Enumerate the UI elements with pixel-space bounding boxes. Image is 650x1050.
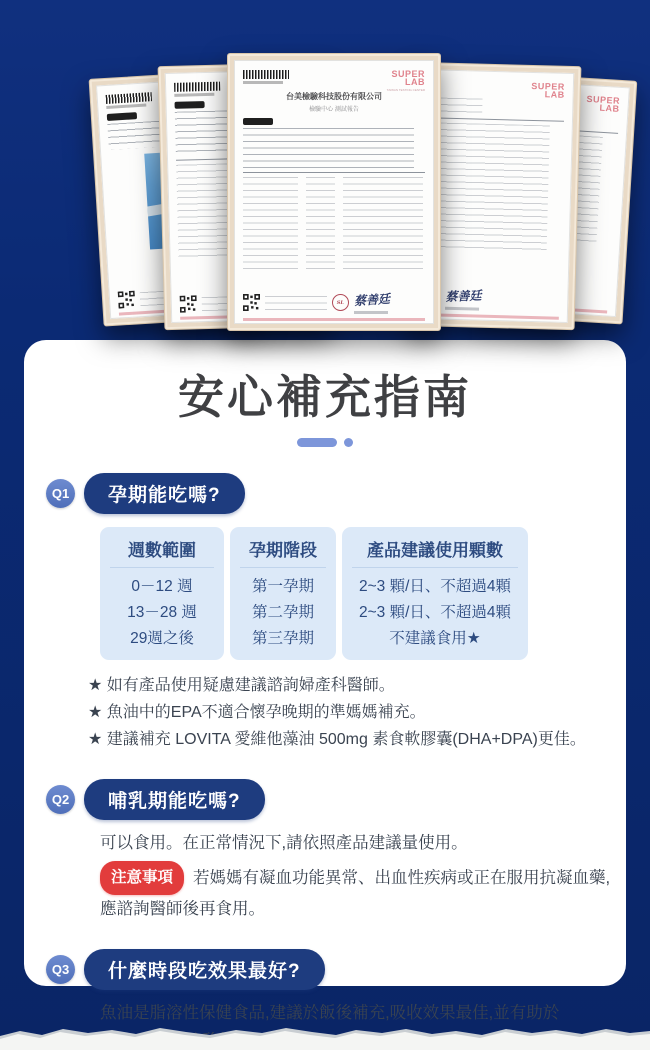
barcode-number xyxy=(243,81,283,84)
lab-seal-icon: SL xyxy=(332,294,349,311)
signature: 蔡善廷 xyxy=(445,288,482,305)
certificate-frame-center xyxy=(227,53,441,331)
signature: 蔡善廷 xyxy=(353,291,391,309)
q2-answer xyxy=(100,829,626,923)
table-cell: 第三孕期 xyxy=(251,629,314,647)
certificates-hero xyxy=(0,0,650,340)
certificate-footer-line xyxy=(243,318,425,321)
certificate-footer-line xyxy=(423,313,559,320)
note-line: ★ 建議補充 LOVITA 愛維他藻油 500mg 素食軟膠囊(DHA+DPA)更佳。 xyxy=(88,730,586,748)
torn-paper-edge xyxy=(0,1022,650,1050)
page-title: 安心補充指南 xyxy=(178,371,472,423)
q2-answer-line: 可以食用。在正常情況下,請依照產品建議量使用。 xyxy=(100,833,468,852)
result-rows-placeholder xyxy=(425,122,551,253)
barcode-icon xyxy=(106,92,152,104)
note-line: ★ 如有產品使用疑慮建議諮詢婦產科醫師。 xyxy=(88,676,395,694)
super-lab-logo: SUPER LAB TAIWAN TESTING CENTER xyxy=(386,69,425,92)
decoration-bar xyxy=(297,438,337,447)
barcode-icon xyxy=(174,82,220,92)
text-lines-placeholder xyxy=(265,296,327,310)
barcode-icon xyxy=(243,70,289,79)
table-cell: 2~3 顆/日、不超過4顆 xyxy=(358,603,512,621)
super-lab-logo: SUPER LAB xyxy=(586,93,621,114)
qr-code-icon xyxy=(243,294,260,311)
certificate-paper xyxy=(234,60,434,324)
warning-text: 若媽媽有凝血功能異常、出血性疾病或正在服用抗凝血藥, xyxy=(193,868,611,887)
column-header: 孕期階段 xyxy=(240,536,326,568)
q3-badge: Q3 xyxy=(46,955,75,984)
divider xyxy=(428,117,564,122)
report-tag xyxy=(107,112,137,121)
note-line: ★ 魚油中的EPA不適合懷孕晚期的準媽媽補充。 xyxy=(88,703,426,721)
barcode-number xyxy=(106,104,146,109)
table-cell: 29週之後 xyxy=(130,629,194,647)
warning-text-continued: 應諮詢醫師後再食用。 xyxy=(100,899,265,918)
column-header: 週數範圍 xyxy=(110,536,214,568)
report-title: 檢驗中心 測試報告 xyxy=(309,107,359,113)
table-column-weeks xyxy=(100,527,224,660)
sample-info-placeholder xyxy=(243,128,414,168)
question-2-header xyxy=(46,779,626,820)
q2-question-pill: 哺乳期能吃嗎? xyxy=(84,779,265,820)
result-rows-placeholder xyxy=(243,177,298,271)
q2-badge: Q2 xyxy=(46,785,75,814)
table-cell: 不建議食用★ xyxy=(389,629,481,647)
q3-answer-line: 魚油是脂溶性保健食品,建議於飯後補充,吸收效果最佳,並有助於 xyxy=(100,1003,560,1022)
q1-question-pill: 孕期能吃嗎? xyxy=(84,473,245,514)
result-rows-placeholder xyxy=(343,177,423,271)
signature-caption xyxy=(354,311,388,314)
supplement-guide-card xyxy=(24,340,626,1022)
result-rows-placeholder xyxy=(306,177,335,271)
divider xyxy=(243,172,425,173)
lab-company-name: 台美檢驗科技股份有限公司 xyxy=(286,92,382,101)
table-cell: 第一孕期 xyxy=(251,577,314,595)
title-underline-decoration xyxy=(24,438,626,447)
qr-code-icon xyxy=(180,295,197,312)
q1-notes xyxy=(88,672,626,753)
table-cell: 0－12 週 xyxy=(131,577,193,595)
question-1-header xyxy=(46,473,626,514)
warning-badge: 注意事項 xyxy=(100,861,184,895)
report-tag xyxy=(175,101,205,109)
decoration-dot xyxy=(344,438,353,447)
super-lab-logo: SUPER LAB xyxy=(531,80,566,100)
qr-code-icon xyxy=(118,291,136,309)
question-3-header xyxy=(46,949,626,990)
report-tag xyxy=(243,118,273,125)
barcode-number xyxy=(174,93,214,97)
pregnancy-dosage-table xyxy=(100,527,626,660)
table-column-stage xyxy=(230,527,336,660)
q1-badge: Q1 xyxy=(46,479,75,508)
warning-row xyxy=(100,861,626,895)
table-cell: 13－28 週 xyxy=(127,603,197,621)
table-cell: 2~3 顆/日、不超過4顆 xyxy=(358,577,512,595)
lab-logo-subtext: TAIWAN TESTING CENTER xyxy=(386,88,425,92)
column-header: 產品建議使用顆數 xyxy=(352,536,518,568)
table-cell: 第二孕期 xyxy=(251,603,314,621)
signature-caption xyxy=(445,307,479,311)
q3-question-pill: 什麼時段吃效果最好? xyxy=(84,949,325,990)
table-column-dosage xyxy=(342,527,528,660)
